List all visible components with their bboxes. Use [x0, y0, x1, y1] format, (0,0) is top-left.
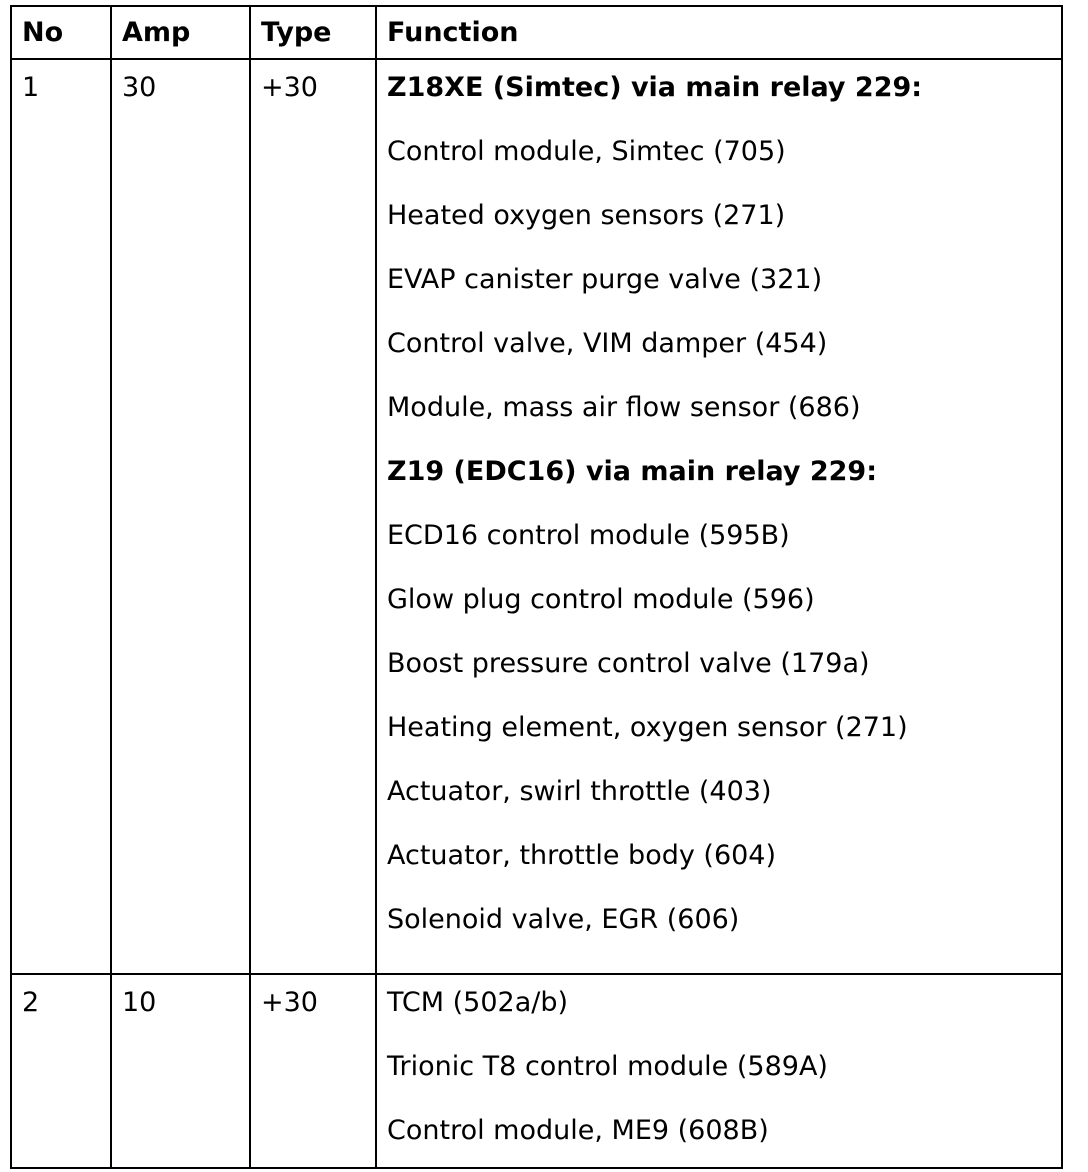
fuse-amperage: 30: [122, 72, 157, 103]
function-item: Module, mass air flow sensor (686): [387, 392, 861, 423]
fuse-amperage: 10: [122, 987, 157, 1018]
function-item: TCM (502a/b): [387, 987, 569, 1018]
function-item: Control module, Simtec (705): [387, 136, 786, 167]
header-no: No: [11, 6, 111, 59]
cell-function: [376, 974, 1062, 1168]
header-row: [11, 6, 1062, 59]
header-function: Function: [376, 6, 1062, 59]
cell-type: [250, 59, 376, 974]
cell-no: [11, 974, 111, 1168]
function-item: Control valve, VIM damper (454): [387, 328, 828, 359]
table-row: [11, 974, 1062, 1168]
function-item: EVAP canister purge valve (321): [387, 264, 823, 295]
fuse-type: +30: [261, 72, 318, 103]
cell-amp: [111, 974, 250, 1168]
function-item: Solenoid valve, EGR (606): [387, 904, 740, 935]
function-group-heading: Z19 (EDC16) via main relay 229:: [387, 456, 878, 487]
function-item: Boost pressure control valve (179a): [387, 648, 870, 679]
function-item: Glow plug control module (596): [387, 584, 815, 615]
function-item: Trionic T8 control module (589A): [387, 1051, 828, 1082]
fuse-type: +30: [261, 987, 318, 1018]
function-item: Actuator, throttle body (604): [387, 840, 777, 871]
header-amp: Amp: [111, 6, 250, 59]
function-item: Control module, ME9 (608B): [387, 1115, 769, 1146]
function-item: Heating element, oxygen sensor (271): [387, 712, 908, 743]
function-item: Actuator, swirl throttle (403): [387, 776, 772, 807]
cell-function: [376, 59, 1062, 974]
table-row: [11, 59, 1062, 974]
cell-no: [11, 59, 111, 974]
fuse-number: 2: [22, 987, 40, 1018]
function-item: ECD16 control module (595B): [387, 520, 790, 551]
cell-type: [250, 974, 376, 1168]
fuse-number: 1: [22, 72, 40, 103]
function-group-heading: Z18XE (Simtec) via main relay 229:: [387, 72, 923, 103]
header-type: Type: [250, 6, 376, 59]
fuse-table: [10, 5, 1063, 1169]
cell-amp: [111, 59, 250, 974]
function-item: Heated oxygen sensors (271): [387, 200, 786, 231]
